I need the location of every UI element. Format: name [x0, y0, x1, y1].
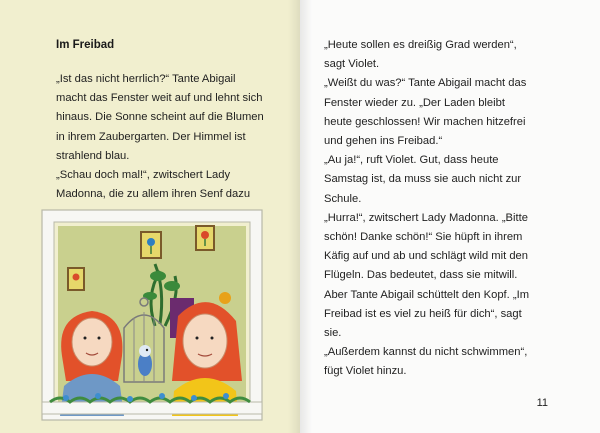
left-line: Madonna, die zu allem ihren Senf dazu [56, 188, 251, 201]
right-line: sie. [324, 327, 342, 340]
flower-picture-frame-icon [141, 232, 161, 258]
right-line: „Heute sollen es dreißig Grad werden“, [324, 39, 517, 51]
right-line: „Hurra!“, zwitschert Lady Madonna. „Bitte [324, 211, 528, 224]
left-page-text [56, 70, 296, 224]
left-line: hinaus. Die Sonne scheint auf die Blumen [56, 111, 264, 124]
right-line: fügt Violet hinzu. [324, 365, 407, 378]
left-line: „Ist das nicht herrlich?“ Tante Abigail [56, 73, 236, 85]
right-line: schön! Danke schön!“ Sie hüpft in ihrem [324, 231, 523, 244]
right-line: „Außerdem kannst du nicht schwimmen“, [324, 346, 528, 359]
flower-picture-frame-icon [196, 226, 214, 250]
right-line: und gehen ins Freibad.“ [324, 135, 443, 148]
right-line: Schule. [324, 192, 362, 205]
chapter-heading: Im Freibad [56, 39, 115, 51]
left-line: „Schau doch mal!“, zwitschert Lady [56, 169, 231, 182]
right-line: Aber Tante Abigail schüttelt den Kopf. „Im [324, 288, 530, 301]
left-line: in ihrem Zaubergarten. Der Himmel ist [56, 130, 246, 143]
right-page-text [324, 36, 574, 382]
window-illustration [0, 206, 300, 433]
right-page [300, 0, 600, 433]
left-line: macht das Fenster weit auf und lehnt sich [56, 92, 263, 105]
right-line: Fenster wieder zu. „Der Laden bleibt [324, 96, 505, 109]
right-line: heute geschlossen! Wir machen hitzefrei [324, 115, 526, 128]
page-number: 11 [536, 397, 548, 409]
right-line: Flügeln. Das bedeutet, dass sie mitwill. [324, 269, 518, 282]
right-line: Freibad ist es viel zu heiß für dich“, sagt [324, 307, 522, 320]
budgie-icon [138, 345, 152, 376]
flower-picture-frame-icon [68, 268, 84, 290]
right-line: „Weißt du was?“ Tante Abigail macht das [324, 77, 527, 90]
left-line: strahlend blau. [56, 149, 130, 162]
right-line: Käfig auf und ab und schlägt wild mit den [324, 250, 528, 263]
right-line: Samstag ist, da muss sie auch nicht zur [324, 173, 522, 186]
right-line: sagt Violet. [324, 58, 380, 71]
right-line: „Au ja!“, ruft Violet. Gut, dass heute [324, 154, 499, 167]
